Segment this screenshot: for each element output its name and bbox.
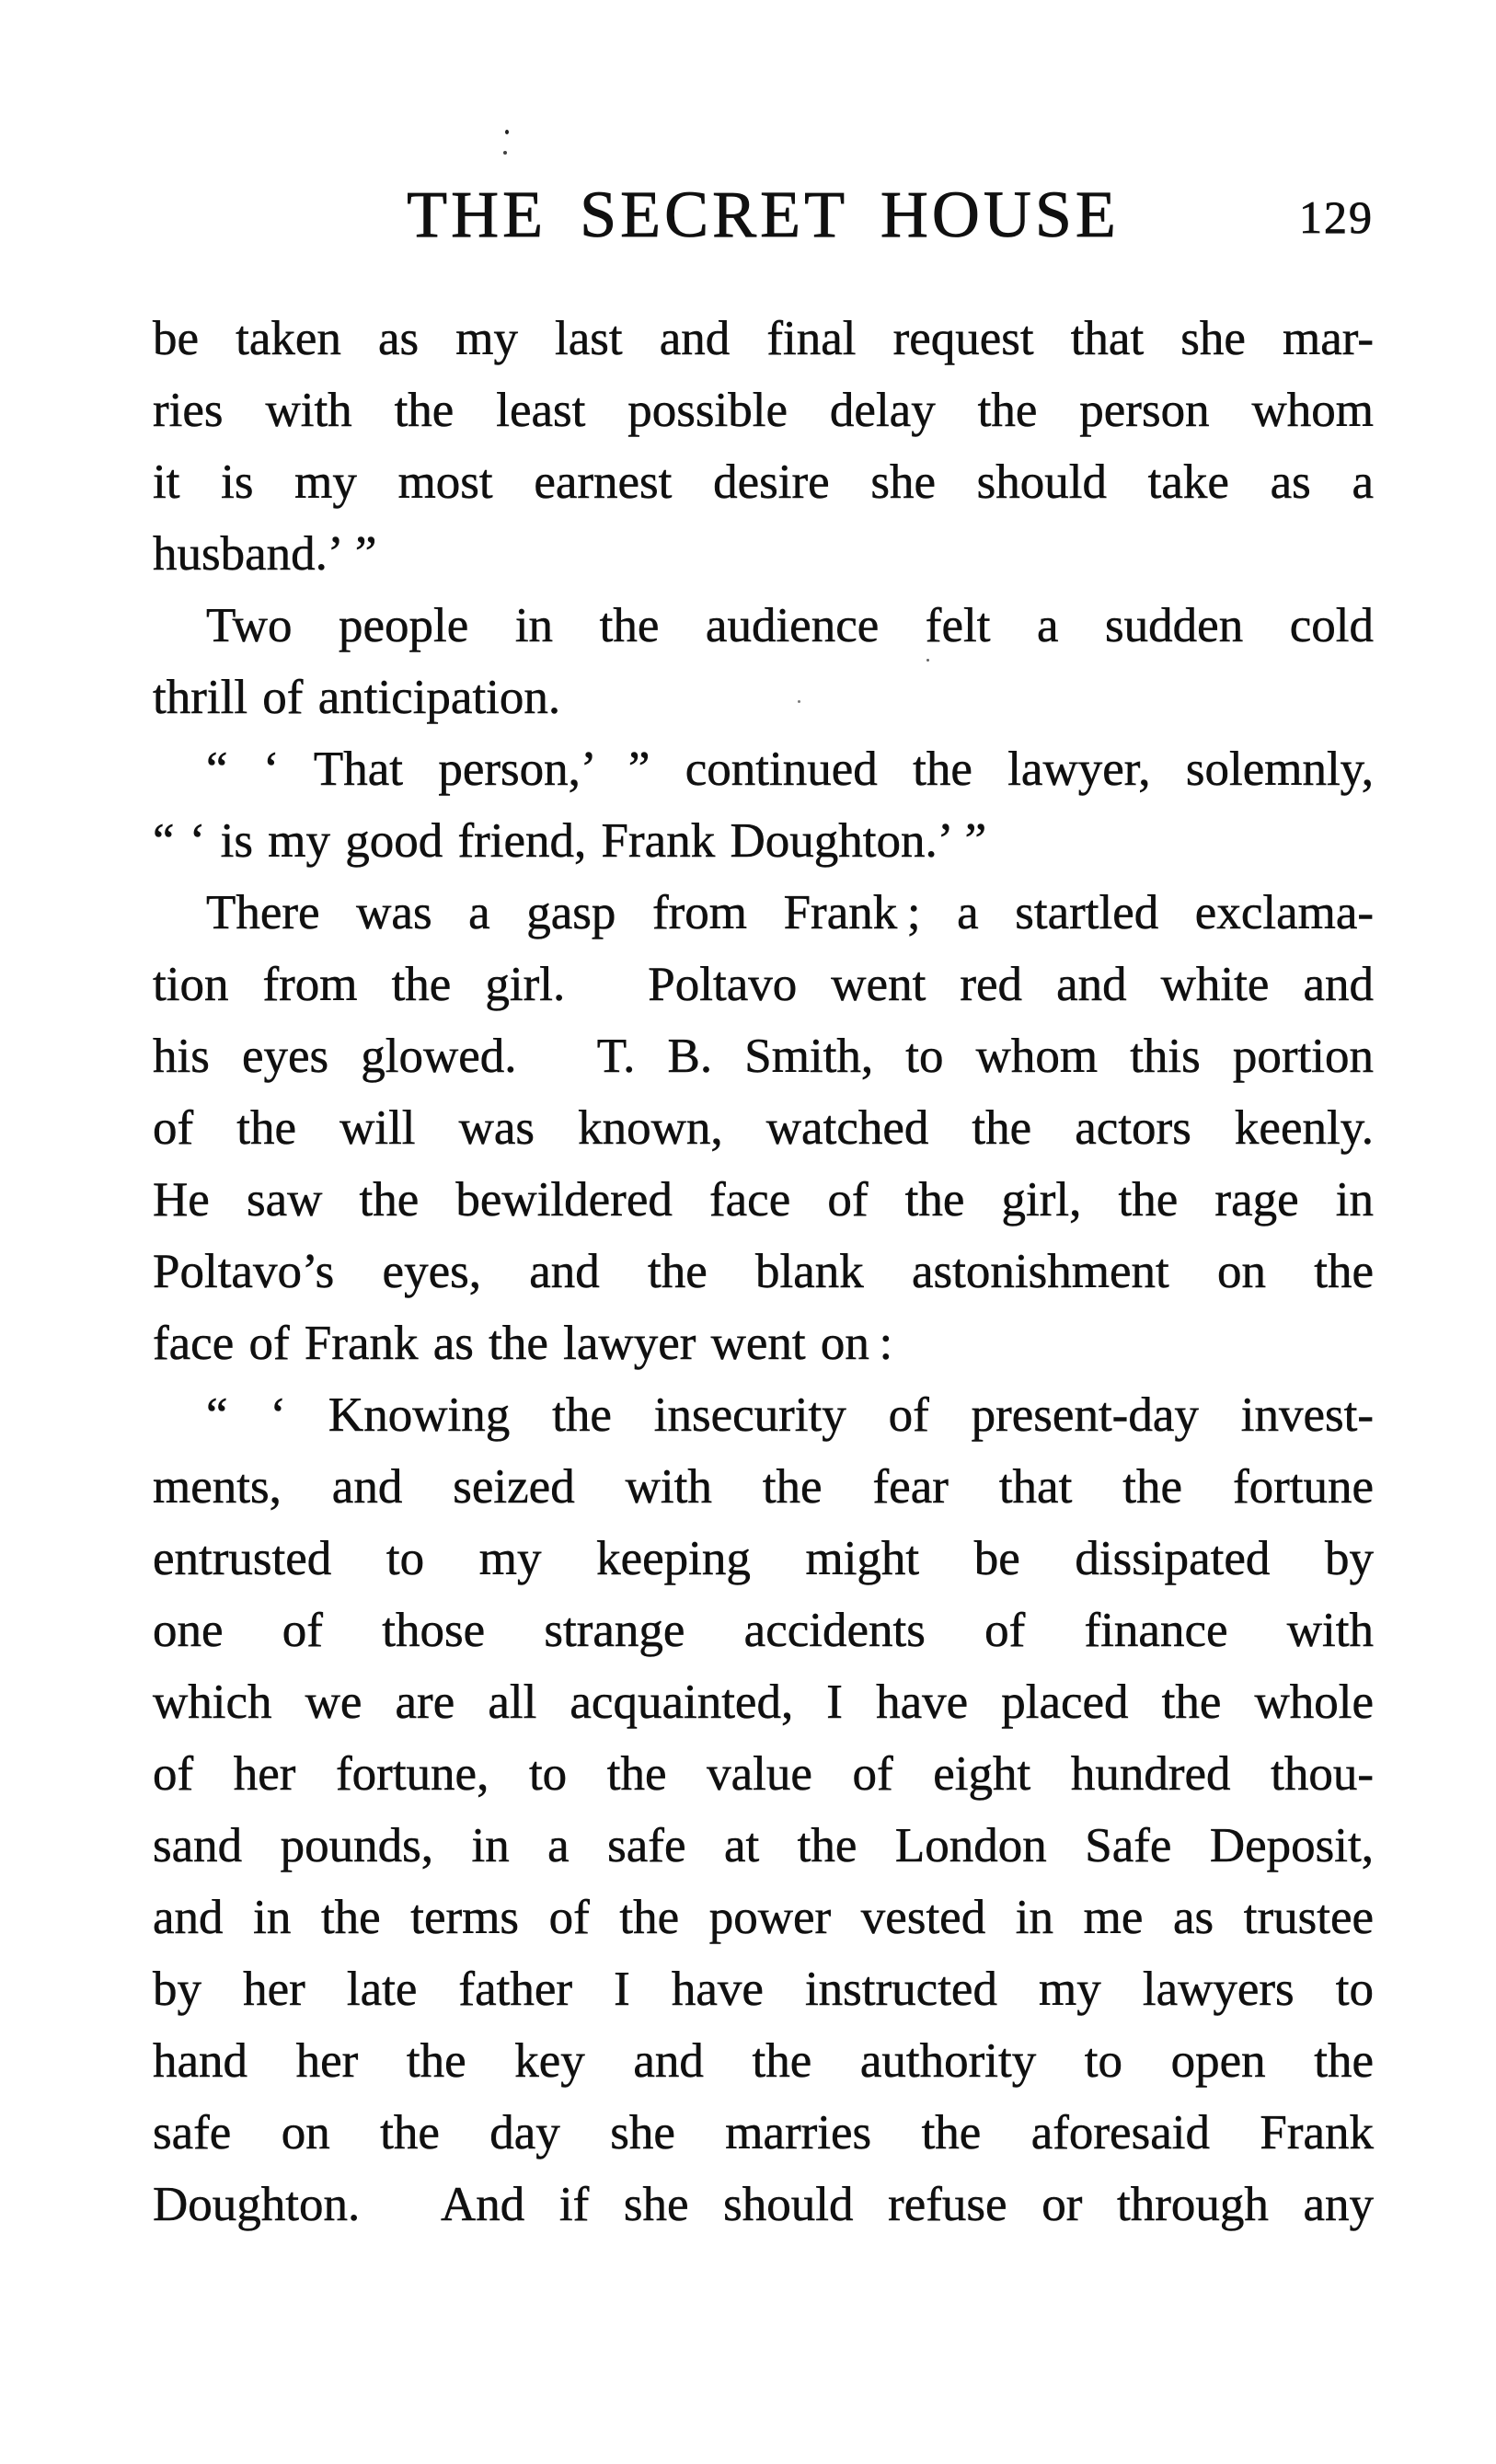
page-body-text (153, 303, 1374, 2240)
text-line: thrill of anticipation. (153, 671, 561, 724)
text-line: by her late father I have instructed my lawyers to (153, 1963, 1374, 2016)
text-line: Poltavo’s eyes, and the blank astonishment on the (153, 1245, 1374, 1298)
text-line: safe on the day she marries the aforesaid Frank (153, 2106, 1374, 2159)
text-line: Two people in the audience felt a sudden cold (206, 599, 1374, 652)
text-line: one of those strange accidents of finance with (153, 1604, 1374, 1657)
text-line: be taken as my last and final request that she mar- (153, 312, 1374, 365)
text-line: ments, and seized with the fear that the fortune (153, 1460, 1374, 1514)
text-line: his eyes glowed. T. B. Smith, to whom this portion (153, 1030, 1374, 1083)
text-line: it is my most earnest desire she should take as a (153, 455, 1374, 509)
text-line: which we are all acquainted, I have placed the whole (153, 1675, 1374, 1729)
text-line: face of Frank as the lawyer went on : (153, 1317, 893, 1370)
text-line: ries with the least possible delay the person whom (153, 384, 1374, 437)
text-line: of her fortune, to the value of eight hundred thou- (153, 1747, 1374, 1801)
text-line: and in the terms of the power vested in me as trustee (153, 1891, 1374, 1944)
page-header (153, 178, 1374, 251)
text-line: “ ‘ That person,’ ” continued the lawyer, solemnly, (206, 743, 1374, 796)
text-line: “ ‘ Knowing the insecurity of present-day invest- (206, 1388, 1374, 1442)
scan-speck (505, 130, 509, 134)
text-line: husband.’ ” (153, 527, 377, 581)
running-title: THE SECRET HOUSE (407, 178, 1120, 251)
text-line: hand her the key and the authority to open the (153, 2034, 1374, 2088)
text-line: of the will was known, watched the actors keenly. (153, 1101, 1374, 1155)
page-number: 129 (1299, 191, 1374, 243)
scan-speck (503, 151, 507, 155)
text-line: He saw the bewildered face of the girl, the rage in (153, 1173, 1374, 1226)
text-line: Doughton. And if she should refuse or through any (153, 2178, 1374, 2231)
text-line: There was a gasp from Frank ; a startled exclama- (206, 886, 1374, 939)
text-line: tion from the girl. Poltavo went red and white and (153, 958, 1374, 1011)
text-line: entrusted to my keeping might be dissipated by (153, 1532, 1374, 1585)
text-line: “ ‘ is my good friend, Frank Doughton.’ ” (153, 814, 987, 868)
text-line: sand pounds, in a safe at the London Safe Deposit, (153, 1819, 1374, 1872)
